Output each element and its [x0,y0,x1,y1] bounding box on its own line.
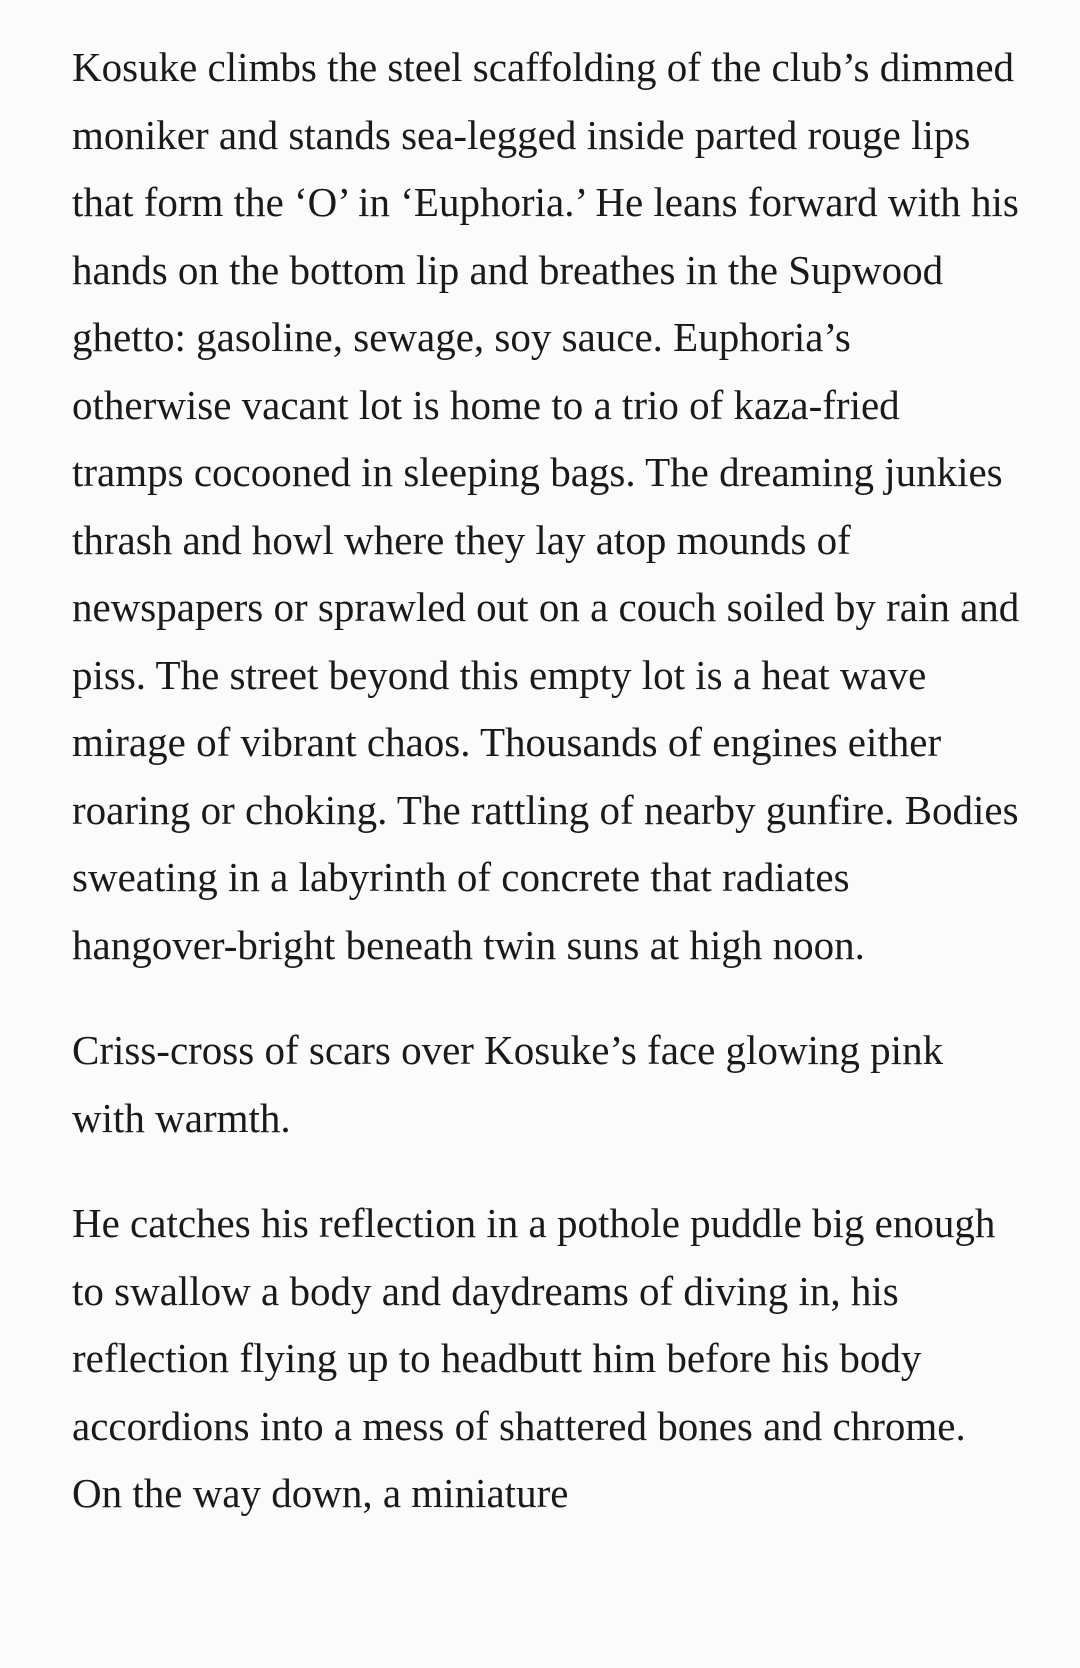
paragraph-3: He catches his reflection in a pothole puddle big enough to swallow a body and daydreams of diving in, his reflection flying up to headbutt him before his body accordions into a mess of shattered bones and chrome. On the way down, a miniature [72,1200,996,1516]
story-text [72,34,1020,1528]
paragraph-2: Criss-cross of scars over Kosuke’s face glowing pink with warmth. [72,1027,944,1141]
paragraph-1: Kosuke climbs the steel scaffolding of the club’s dimmed moniker and stands sea-legged inside parted rouge lips that form the ‘O’ in ‘Euphoria.’ He leans forward with his hands on the bottom lip and breathes in the Supwood ghetto: gasoline, sewage, soy sauce. Euphoria’s otherwise vacant lot is home to a trio of kaza-fried tramps cocooned in sleeping bags. The dreaming junkies thrash and howl where they lay atop mounds of newspapers or sprawled out on a couch soiled by rain and piss. The street beyond this empty lot is a heat wave mirage of vibrant chaos. Thousands of engines either roaring or choking. The rattling of nearby gunfire. Bodies sweating in a labyrinth of concrete that radiates hangover-bright beneath twin suns at high noon. [72,44,1020,968]
